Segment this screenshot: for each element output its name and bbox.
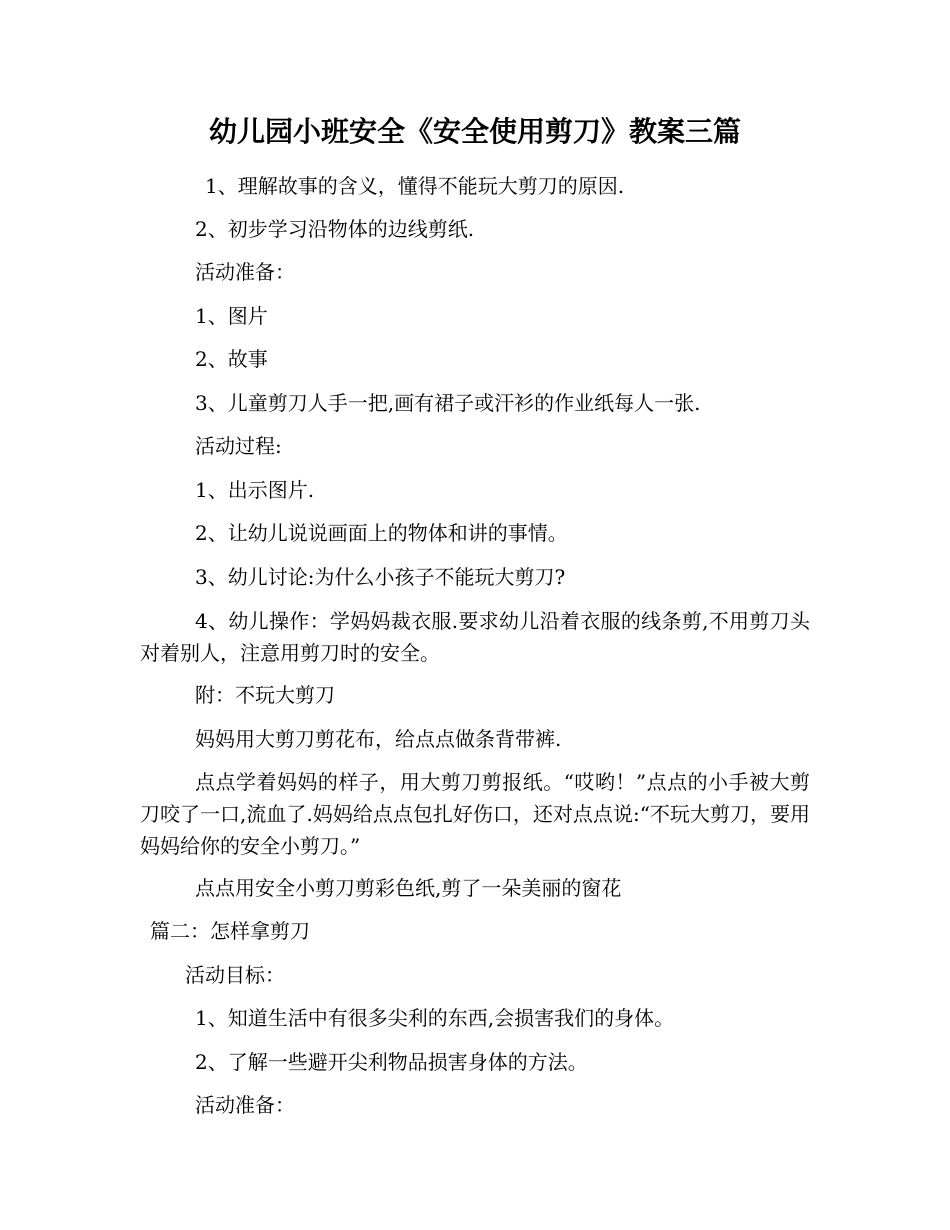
preparation-line-2: 2、故事 [195,347,268,371]
section-heading-process: 活动过程: [195,434,282,458]
section-heading-preparation-2: 活动准备： [195,1093,295,1117]
objective-line-1: 1、理解故事的含义，懂得不能玩大剪刀的原因. [205,174,625,198]
preparation-line-1: 1、图片 [195,304,268,328]
story-paragraph-3: 点点用安全小剪刀剪彩色纸,剪了一朵美丽的窗花 [195,876,622,900]
chapter-two-heading: 篇二：怎样拿剪刀 [150,919,310,943]
section-heading-preparation: 活动准备： [195,260,295,284]
process-line-1: 1、出示图片. [195,478,315,502]
process-line-2: 2、让幼儿说说画面上的物体和讲的事情。 [195,521,568,545]
goal-line-1: 1、知道生活中有很多尖利的东西,会损害我们的身体。 [195,1006,675,1030]
preparation-line-3: 3、儿童剪刀人手一把,画有裙子或汗衫的作业纸每人一张. [195,391,701,415]
story-paragraph-1: 妈妈用大剪刀剪花布，给点点做条背带裤. [195,727,562,751]
story-heading: 附：不玩大剪刀 [195,683,335,707]
process-line-3: 3、幼儿讨论:为什么小孩子不能玩大剪刀? [195,565,566,589]
story-paragraph-2: 点点学着妈妈的样子，用大剪刀剪报纸。“哎哟！”点点的小手被大剪刀咬了一口,流血了.妈妈给点点包扎好伤口，还对点点说:“不玩大剪刀，要用妈妈给你的安全小剪刀。” [140,770,810,858]
process-line-4: 4、幼儿操作：学妈妈裁衣服.要求幼儿沿着衣服的线条剪,不用剪刀头对着别人，注意用剪刀时的安全。 [140,609,810,665]
objective-line-2: 2、初步学习沿物体的边线剪纸. [195,217,475,241]
goal-line-2: 2、了解一些避开尖利物品损害身体的方法。 [195,1050,588,1074]
document-title: 幼儿园小班安全《安全使用剪刀》教案三篇 [208,115,741,148]
section-heading-goals: 活动目标： [185,963,285,987]
